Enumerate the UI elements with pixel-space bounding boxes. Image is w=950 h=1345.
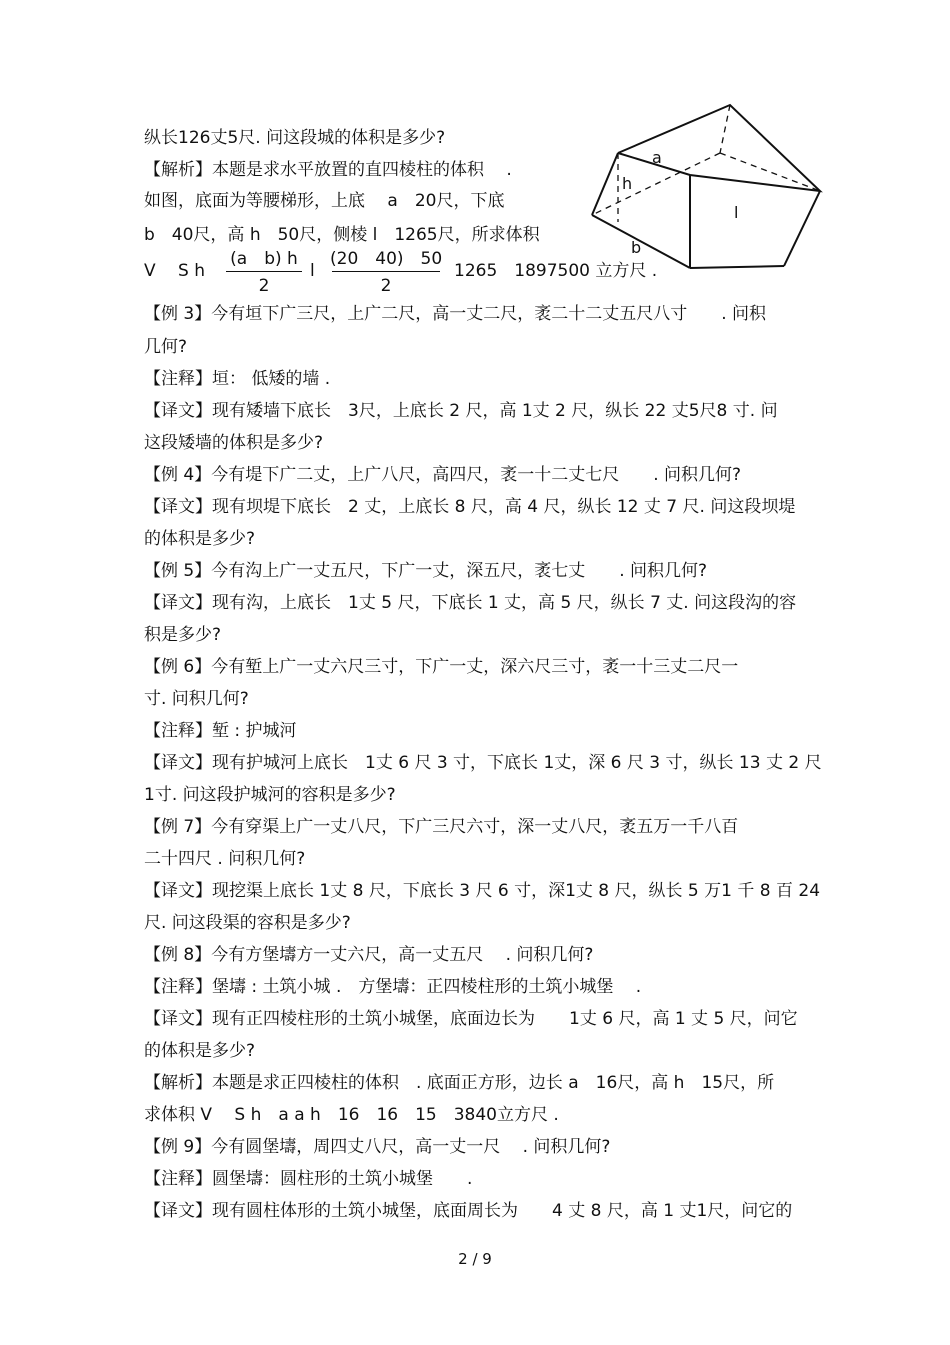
fraction-numerator: (20 40) 50 bbox=[330, 249, 443, 269]
text-line: 【注释】堑 : 护城河 bbox=[144, 721, 297, 741]
text-line: 【译文】现有沟，上底长 1丈 5 尺，下底长 1 丈，高 5 尺，纵长 7 丈. 问这段沟的容 bbox=[144, 593, 797, 613]
text-line: 【译文】现有正四棱柱形的土筑小城堡，底面边长为 1丈 6 尺，高 1 丈 5 尺，问它 bbox=[144, 1009, 798, 1029]
text-line: 【解析】本题是求水平放置的直四棱柱的体积 . bbox=[144, 160, 512, 180]
text-line: 【译文】现有矮墙下底长 3尺，上底长 2 尺，高 1丈 2 尺，纵长 22 丈5尺8 寸. 问 bbox=[144, 401, 778, 421]
text-line: 1寸. 问这段护城河的容积是多少? bbox=[144, 785, 396, 805]
text-line: b 40尺，高 h 50尺，侧棱 l 1265尺，所求体积 bbox=[144, 225, 540, 245]
formula-lhs: V S h bbox=[144, 261, 206, 281]
text-line: 【译文】现有护城河上底长 1丈 6 尺 3 寸，下底长 1丈，深 6 尺 3 寸，纵长 13 丈 2 尺 bbox=[144, 753, 822, 773]
text-line: 【例 8】今有方堡壔方一丈六尺，高一丈五尺 . 问积几何? bbox=[144, 945, 594, 965]
fraction-denominator: 2 bbox=[380, 276, 392, 296]
text-line: 积是多少? bbox=[144, 625, 222, 645]
page-number: 2 / 9 bbox=[458, 1250, 492, 1268]
fraction-denominator: 2 bbox=[258, 276, 270, 296]
text-line: 【译文】现有坝堤下底长 2 丈，上底长 8 尺，高 4 尺，纵长 12 丈 7 尺. 问这段坝堤 bbox=[144, 497, 796, 517]
text-line: 【译文】现挖渠上底长 1丈 8 尺，下底长 3 尺 6 寸，深1丈 8 尺，纵长 5 万1 千 8 百 24 bbox=[144, 881, 821, 901]
text-line: 【例 5】今有沟上广一丈五尺，下广一丈，深五尺，袤七丈 . 问积几何? bbox=[144, 561, 708, 581]
label-l: l bbox=[734, 203, 739, 222]
text-line: 纵长126丈5尺. 问这段城的体积是多少? bbox=[144, 128, 446, 148]
text-line: 【注释】垣： 低矮的墙 . bbox=[144, 369, 331, 389]
text-line: 【译文】现有圆柱体形的土筑小城堡，底面周长为 4 丈 8 尺，高 1 丈1尺，问它的 bbox=[144, 1201, 793, 1221]
label-b: b bbox=[631, 238, 642, 257]
text-line: 几何? bbox=[144, 337, 188, 357]
fraction-numerator: (a b) h bbox=[230, 249, 298, 269]
trapezoid-prism-figure bbox=[580, 95, 840, 275]
text-line: 【例 4】今有堤下广二丈，上广八尺，高四尺，袤一十二丈七尺 . 问积几何? bbox=[144, 465, 742, 485]
prism-hidden-edges bbox=[592, 105, 820, 222]
fraction-bar bbox=[226, 271, 302, 272]
formula-result: 1265 1897500 立方尺 . bbox=[454, 261, 658, 281]
text-line: 【例 7】今有穿渠上广一丈八尺，下广三尺六寸，深一丈八尺，袤五万一千八百 bbox=[144, 817, 739, 837]
text-line: 如图，底面为等腰梯形，上底 a 20尺，下底 bbox=[144, 191, 505, 211]
text-line: 【解析】本题是求正四棱柱的体积 . 底面正方形，边长 a 16尺，高 h 15尺，所 bbox=[144, 1073, 775, 1093]
text-line: 【例 6】今有堑上广一丈六尺三寸，下广一丈，深六尺三寸，袤一十三丈二尺一 bbox=[144, 657, 739, 677]
text-line: 寸. 问积几何? bbox=[144, 689, 249, 709]
label-a: a bbox=[652, 148, 662, 167]
text-line: 这段矮墙的体积是多少? bbox=[144, 433, 324, 453]
text-line: 【注释】堡壔 : 土筑小城 . 方堡壔：正四棱柱形的土筑小城堡 . bbox=[144, 977, 642, 997]
text-line: 【注释】圆堡壔：圆柱形的土筑小城堡 . bbox=[144, 1169, 473, 1189]
text-line: 尺. 问这段渠的容积是多少? bbox=[144, 913, 351, 933]
text-line: 的体积是多少? bbox=[144, 1041, 256, 1061]
text-line: 二十四尺 . 问积几何? bbox=[144, 849, 306, 869]
fraction-bar bbox=[332, 271, 440, 272]
text-line: 求体积 V S h a a h 16 16 15 3840立方尺 . bbox=[144, 1105, 559, 1125]
text-line: 【例 3】今有垣下广三尺，上广二尺，高一丈二尺，袤二十二丈五尺八寸 . 问积 bbox=[144, 304, 767, 324]
text-line: 的体积是多少? bbox=[144, 529, 256, 549]
label-h: h bbox=[622, 174, 633, 193]
text-line: 【例 9】今有圆堡壔，周四丈八尺，高一丈一尺 . 问积几何? bbox=[144, 1137, 611, 1157]
formula-l: l bbox=[310, 261, 315, 281]
